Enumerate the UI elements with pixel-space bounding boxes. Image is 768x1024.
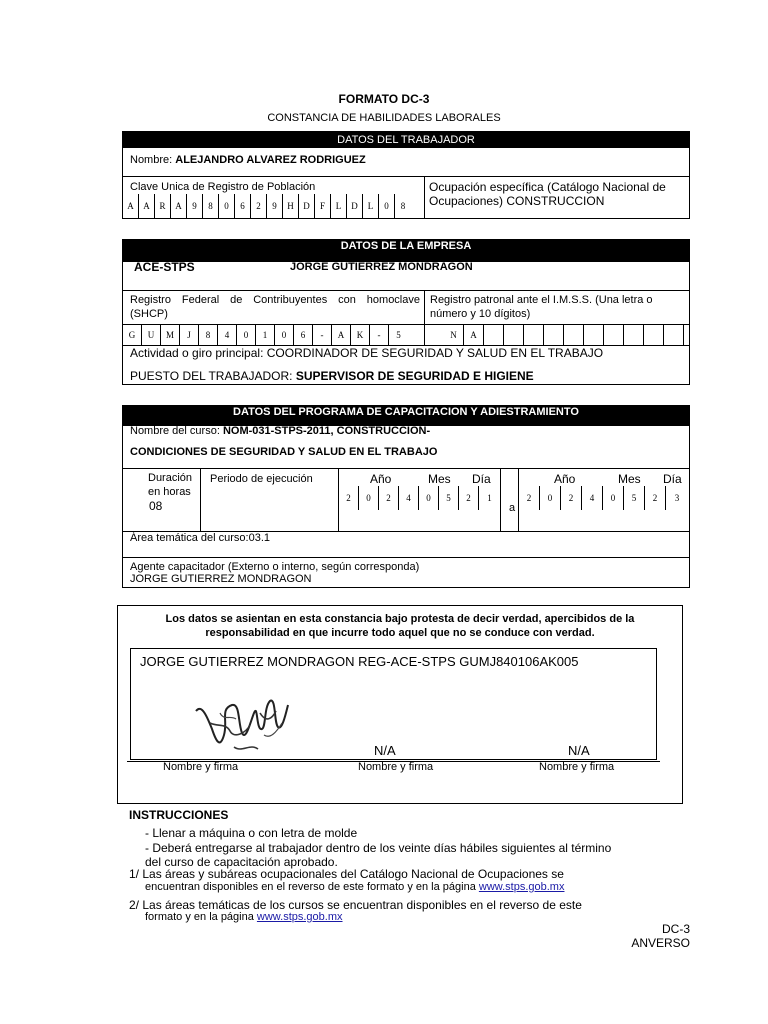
form-subtitle: CONSTANCIA DE HABILIDADES LABORALES <box>267 112 501 124</box>
instruccion-2a: - Deberá entregarse al trabajador dentro de los veinte días hábiles siguientes al término <box>145 841 612 855</box>
imss-char <box>504 325 524 345</box>
fecha-fin-digit: 0 <box>603 486 624 510</box>
imss-char <box>584 325 604 345</box>
curso-label: Nombre del curso: <box>130 425 220 437</box>
curp-label: Clave Unica de Registro de Población <box>130 181 316 193</box>
rfc-char: M <box>161 325 180 345</box>
anio-label-2: Año <box>554 472 576 486</box>
instruccion-4b: formato y en la página <box>145 911 254 923</box>
instruccion-3b-row <box>145 881 564 893</box>
rfc-char: 0 <box>237 325 256 345</box>
curp-char: 8 <box>400 201 406 211</box>
mes-label-1: Mes <box>428 472 451 486</box>
fecha-fin-digit: 2 <box>519 486 540 510</box>
curp-char: 6 <box>235 194 251 218</box>
rfc-char: 4 <box>218 325 237 345</box>
empresa-razon: ACE-STPS <box>134 260 195 274</box>
imss-label: Registro patronal ante el I.M.S.S. (Una letra o número y 10 dígitos) <box>430 294 653 320</box>
fecha-inicio-digit: 2 <box>339 486 359 510</box>
footer-code: DC-3 <box>661 922 690 936</box>
duracion-value: 08 <box>149 499 163 513</box>
section-bar-programa: DATOS DEL PROGRAMA DE CAPACITACION Y ADIESTRAMIENTO <box>122 405 690 425</box>
divider <box>122 468 690 469</box>
divider <box>424 176 425 219</box>
rfc-label: Registro Federal de Contribuyentes con homoclave (SHCP) <box>130 294 420 320</box>
instruccion-4b-row <box>145 911 343 923</box>
puesto-label: PUESTO DEL TRABAJADOR: <box>130 369 293 383</box>
section-bar-empresa: DATOS DE LA EMPRESA <box>122 239 690 261</box>
mes-label-2: Mes <box>618 472 641 486</box>
curp-char: R <box>155 194 171 218</box>
curp-char: 0 <box>219 194 235 218</box>
empresa-nombre: JORGE GUTIERREZ MONDRAGON <box>290 261 473 273</box>
instruccion-3b: encuentran disponibles en el reverso de este formato y en la página <box>145 881 476 893</box>
rfc-char: - <box>370 325 389 345</box>
imss-char <box>564 325 584 345</box>
duracion-label: Duración en horas <box>148 472 193 498</box>
rfc-cells <box>123 325 408 345</box>
fecha-inicio-digit: 0 <box>359 486 379 510</box>
curso-value-2: CONDICIONES DE SEGURIDAD Y SALUD EN EL TRABAJO <box>130 446 438 458</box>
imss-char <box>524 325 544 345</box>
rfc-char: - <box>313 325 332 345</box>
rfc-char: G <box>123 325 142 345</box>
signature-image <box>190 683 300 763</box>
curp-char: A <box>123 194 139 218</box>
stps-link-1[interactable]: www.stps.gob.mx <box>478 881 565 893</box>
nombre-label: Nombre: <box>130 154 173 166</box>
fecha-inicio-digit: 4 <box>399 486 419 510</box>
instruccion-3a: 1/ Las áreas y subáreas ocupacionales del Catálogo Nacional de Ocupaciones se <box>129 867 564 881</box>
rfc-char: 6 <box>294 325 313 345</box>
curso-value: NOM-031-STPS-2011, CONSTRUCCION- <box>222 425 431 437</box>
fecha-fin-digit: 2 <box>645 486 666 510</box>
firma-label-2: Nombre y firma <box>358 761 434 773</box>
imss-char <box>664 325 684 345</box>
rfc-char: A <box>332 325 351 345</box>
puesto-row <box>130 369 534 383</box>
fecha-inicio-digit: 1 <box>487 493 492 503</box>
fecha-fin-digit: 0 <box>540 486 561 510</box>
curp-char: F <box>315 194 331 218</box>
dia-label-2: Día <box>663 472 682 486</box>
fecha-inicio-digit: 2 <box>459 486 479 510</box>
instrucciones-title: INSTRUCCIONES <box>129 808 229 822</box>
footer-side: ANVERSO <box>631 936 690 950</box>
fecha-fin-cells <box>519 486 688 510</box>
curso-row <box>130 425 430 437</box>
imss-cells <box>444 325 684 345</box>
dia-label-1: Día <box>472 472 491 486</box>
curp-char: A <box>171 194 187 218</box>
curp-char: 9 <box>267 194 283 218</box>
firma-box-text: JORGE GUTIERREZ MONDRAGON REG-ACE-STPS GUMJ840106AK005 <box>140 654 579 669</box>
firma-label-3: Nombre y firma <box>539 761 615 773</box>
fecha-fin-digit: 2 <box>561 486 582 510</box>
a-label: a <box>509 502 516 514</box>
divider <box>424 290 425 345</box>
imss-char <box>604 325 624 345</box>
instruccion-4a: 2/ Las áreas temáticas de los cursos se encuentran disponibles en el reverso de este <box>129 898 582 912</box>
nombre-value: ALEJANDRO ALVAREZ RODRIGUEZ <box>175 154 366 166</box>
curp-char: 9 <box>187 194 203 218</box>
imss-char: N <box>444 325 464 345</box>
curp-char: 0 <box>379 194 395 218</box>
na-2: N/A <box>568 743 590 758</box>
nombre-row <box>130 154 366 166</box>
periodo-label: Periodo de ejecución <box>210 473 313 485</box>
puesto-value: SUPERVISOR DE SEGURIDAD E HIGIENE <box>295 369 534 383</box>
curp-char: D <box>299 194 315 218</box>
curp-char: A <box>139 194 155 218</box>
rfc-char: J <box>180 325 199 345</box>
rfc-char: 1 <box>256 325 275 345</box>
rfc-char: 8 <box>199 325 218 345</box>
agente-value: JORGE GUTIERREZ MONDRAGON <box>130 573 312 585</box>
section-empresa <box>122 261 690 385</box>
stps-link-2[interactable]: www.stps.gob.mx <box>256 911 343 923</box>
section-bar-trabajador: DATOS DEL TRABAJADOR <box>122 131 690 147</box>
form-title: FORMATO DC-3 <box>338 92 430 106</box>
fecha-fin-digit: 4 <box>582 486 603 510</box>
protesta-line-1: Los datos se asientan en esta constancia bajo protesta de decir verdad, apercibidos de la <box>165 613 635 625</box>
curp-cells <box>123 194 411 218</box>
curp-char: D <box>347 194 363 218</box>
curp-char: L <box>331 194 347 218</box>
agente-label: Agente capacitador (Externo o interno, según corresponda) <box>130 561 420 573</box>
actividad-text: Actividad o giro principal: COORDINADOR DE SEGURIDAD Y SALUD EN EL TRABAJO <box>130 346 604 360</box>
divider <box>500 468 501 531</box>
firma-label-1: Nombre y firma <box>163 761 239 773</box>
na-1: N/A <box>374 743 396 758</box>
fecha-fin-digit: 3 <box>674 493 680 503</box>
area-tematica: Área temática del curso:03.1 <box>130 532 271 544</box>
divider <box>122 290 690 291</box>
fecha-inicio-cells <box>339 486 500 510</box>
rfc-char: K <box>351 325 370 345</box>
imss-char: A <box>464 325 484 345</box>
rfc-char: 5 <box>396 330 401 340</box>
imss-char <box>544 325 564 345</box>
protesta-text <box>117 612 683 640</box>
fecha-inicio-digit: 0 <box>419 486 439 510</box>
fecha-inicio-digit: 2 <box>379 486 399 510</box>
divider <box>200 468 201 531</box>
curp-char: L <box>363 194 379 218</box>
fecha-fin-digit: 5 <box>624 486 645 510</box>
protesta-line-2: responsabilidad en que incurre todo aquel que no se conduce con verdad. <box>205 627 595 639</box>
imss-char <box>644 325 664 345</box>
divider <box>122 557 690 558</box>
rfc-char: U <box>142 325 161 345</box>
instruccion-1: - Llenar a máquina o con letra de molde <box>145 826 358 840</box>
imss-char <box>624 325 644 345</box>
instruccion-2b: del curso de capacitación aprobado. <box>145 855 338 869</box>
fecha-inicio-digit: 5 <box>439 486 459 510</box>
imss-char <box>484 325 504 345</box>
ocupacion-text: Ocupación específica (Catálogo Nacional de Ocupaciones) CONSTRUCCION <box>429 180 666 208</box>
curp-char: H <box>283 194 299 218</box>
rfc-char: 0 <box>275 325 294 345</box>
curp-char: 8 <box>203 194 219 218</box>
curp-char: 2 <box>251 194 267 218</box>
anio-label-1: Año <box>370 472 392 486</box>
divider <box>122 176 690 177</box>
